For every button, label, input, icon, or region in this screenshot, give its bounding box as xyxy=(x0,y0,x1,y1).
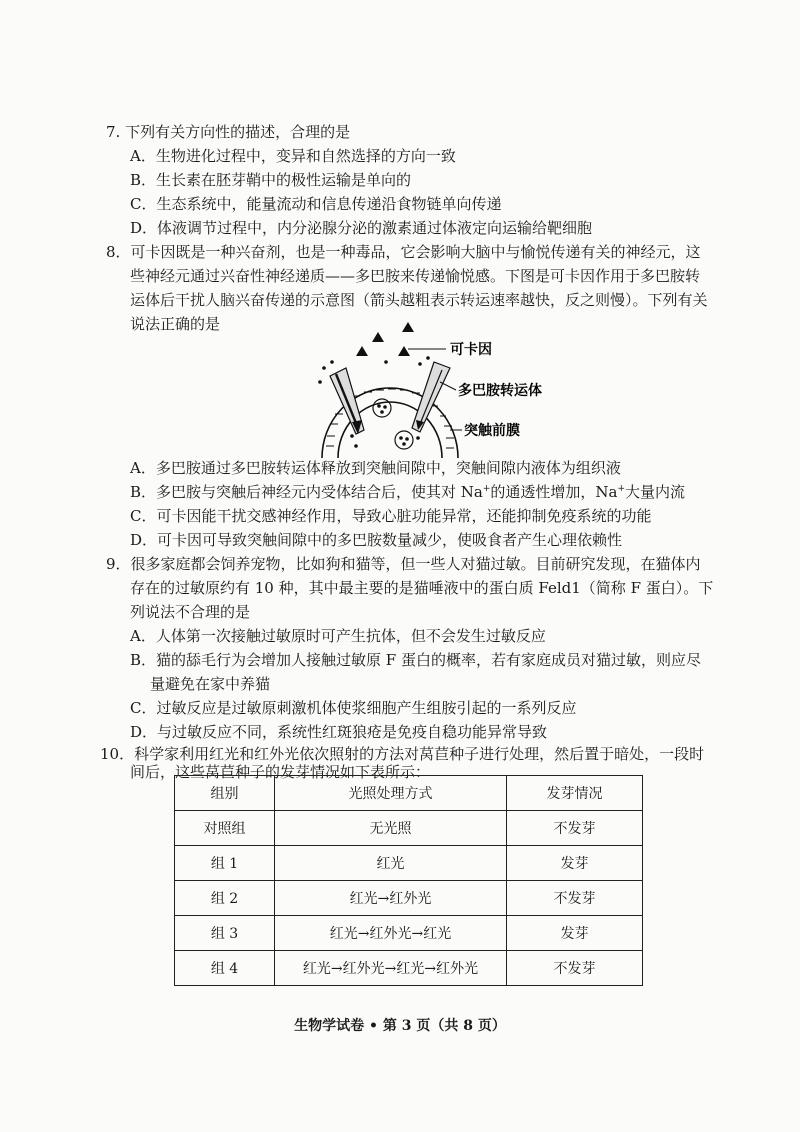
table-header: 组别 xyxy=(175,776,275,811)
table-row xyxy=(175,916,643,951)
q9-stem-line-3: 列说法不合理的是 xyxy=(130,603,251,621)
table-cell: 发芽 xyxy=(507,916,643,951)
germination-table xyxy=(174,775,643,986)
table-row xyxy=(175,811,643,846)
table-cell: 组 4 xyxy=(175,951,275,986)
q8-stem-line-1: 8．可卡因既是一种兴奋剂，也是一种毒品，它会影响大脑中与愉悦传递有关的神经元，这 xyxy=(106,243,701,261)
synaptic-vesicle xyxy=(373,399,391,417)
q9-option-a: A．人体第一次接触过敏原时可产生抗体，但不会发生过敏反应 xyxy=(130,627,546,645)
q10-stem-line-2: 间后，这些莴苣种子的发芽情况如下表所示： xyxy=(130,763,431,781)
table-cell: 组 2 xyxy=(175,881,275,916)
table-row xyxy=(175,951,643,986)
q10-stem-line-1: 10．科学家利用红光和红外光依次照射的方法对莴苣种子进行处理，然后置于暗处，一段时 xyxy=(100,745,705,763)
cocaine-molecule xyxy=(356,346,368,356)
synaptic-vesicle xyxy=(395,431,413,449)
cocaine-molecule xyxy=(402,322,414,332)
q8-stem-line-3: 运体后干扰人脑兴奋传递的示意图（箭头越粗表示转运速率越快，反之则慢）。下列有关 xyxy=(130,291,708,309)
table-cell: 不发芽 xyxy=(507,881,643,916)
table-cell: 对照组 xyxy=(175,811,275,846)
table-cell: 不发芽 xyxy=(507,951,643,986)
q9-option-c: C．过敏反应是过敏原刺激机体使浆细胞产生组胺引起的一系列反应 xyxy=(130,699,577,717)
table-cell: 发芽 xyxy=(507,846,643,881)
q8-option-a: A．多巴胺通过多巴胺转运体释放到突触间隙中，突触间隙内液体为组织液 xyxy=(130,459,621,477)
transporter-leader-line xyxy=(440,382,456,390)
dopamine-dots xyxy=(318,356,430,448)
table-header: 光照处理方式 xyxy=(275,776,507,811)
table-cell: 红光 xyxy=(275,846,507,881)
q9-option-b-cont: 量避免在家中养猫 xyxy=(150,675,271,693)
page-footer: 生物学试卷 • 第 3 页（共 8 页） xyxy=(294,1018,506,1034)
q8-option-d: D．可卡因可导致突触间隙中的多巴胺数量减少，使吸食者产生心理依赖性 xyxy=(130,531,623,549)
q9-stem-line-1: 9．很多家庭都会饲养宠物，比如狗和猫等，但一些人对猫过敏。目前研究发现，在猫体内 xyxy=(106,555,701,573)
table-row xyxy=(175,846,643,881)
label-cocaine: 可卡因 xyxy=(450,342,492,358)
q9-option-d: D．与过敏反应不同，系统性红斑狼疮是免疫自稳功能异常导致 xyxy=(130,723,548,741)
table-cell: 组 1 xyxy=(175,846,275,881)
q9-option-b: B．猫的舔毛行为会增加人接触过敏原 F 蛋白的概率，若有家庭成员对猫过敏，则应尽 xyxy=(130,651,701,669)
q8-stem-line-2: 些神经元通过兴奋性神经递质——多巴胺来传递愉悦感。下图是可卡因作用于多巴胺转 xyxy=(130,267,701,285)
table-cell: 无光照 xyxy=(275,811,507,846)
synapse-diagram xyxy=(300,318,560,458)
label-presynaptic-membrane: 突触前膜 xyxy=(464,423,520,439)
table-cell: 不发芽 xyxy=(507,811,643,846)
table-header: 发芽情况 xyxy=(507,776,643,811)
q7-option-b: B．生长素在胚芽鞘中的极性运输是单向的 xyxy=(130,171,412,189)
table-header-row xyxy=(175,776,643,811)
q8-option-b: B．多巴胺与突触后神经元内受体结合后，使其对 Na+的通透性增加，Na+大量内流 xyxy=(130,483,686,501)
q9-stem-line-2: 存在的过敏原约有 10 种，其中最主要的是猫唾液中的蛋白质 Feld1（简称 F 蛋白）。下 xyxy=(130,579,714,597)
q8-option-c: C．可卡因能干扰交感神经作用，导致心脏功能异常，还能抑制免疫系统的功能 xyxy=(130,507,652,525)
table-row xyxy=(175,881,643,916)
cocaine-molecule xyxy=(398,346,410,356)
table-cell: 组 3 xyxy=(175,916,275,951)
q7-option-a: A．生物进化过程中，变异和自然选择的方向一致 xyxy=(130,147,456,165)
table-cell: 红光→红外光→红光 xyxy=(275,916,507,951)
q7-option-c: C．生态系统中，能量流动和信息传递沿食物链单向传递 xyxy=(130,195,502,213)
q7-option-d: D．体液调节过程中，内分泌腺分泌的激素通过体液定向运输给靶细胞 xyxy=(130,219,593,237)
table-cell: 红光→红外光 xyxy=(275,881,507,916)
q8-stem-line-4: 说法正确的是 xyxy=(130,315,221,333)
cocaine-molecule xyxy=(372,332,384,342)
q7-stem: 7. 下列有关方向性的描述，合理的是 xyxy=(106,123,351,141)
table-cell: 红光→红外光→红光→红外光 xyxy=(275,951,507,986)
label-dopamine-transporter: 多巴胺转运体 xyxy=(458,383,542,399)
